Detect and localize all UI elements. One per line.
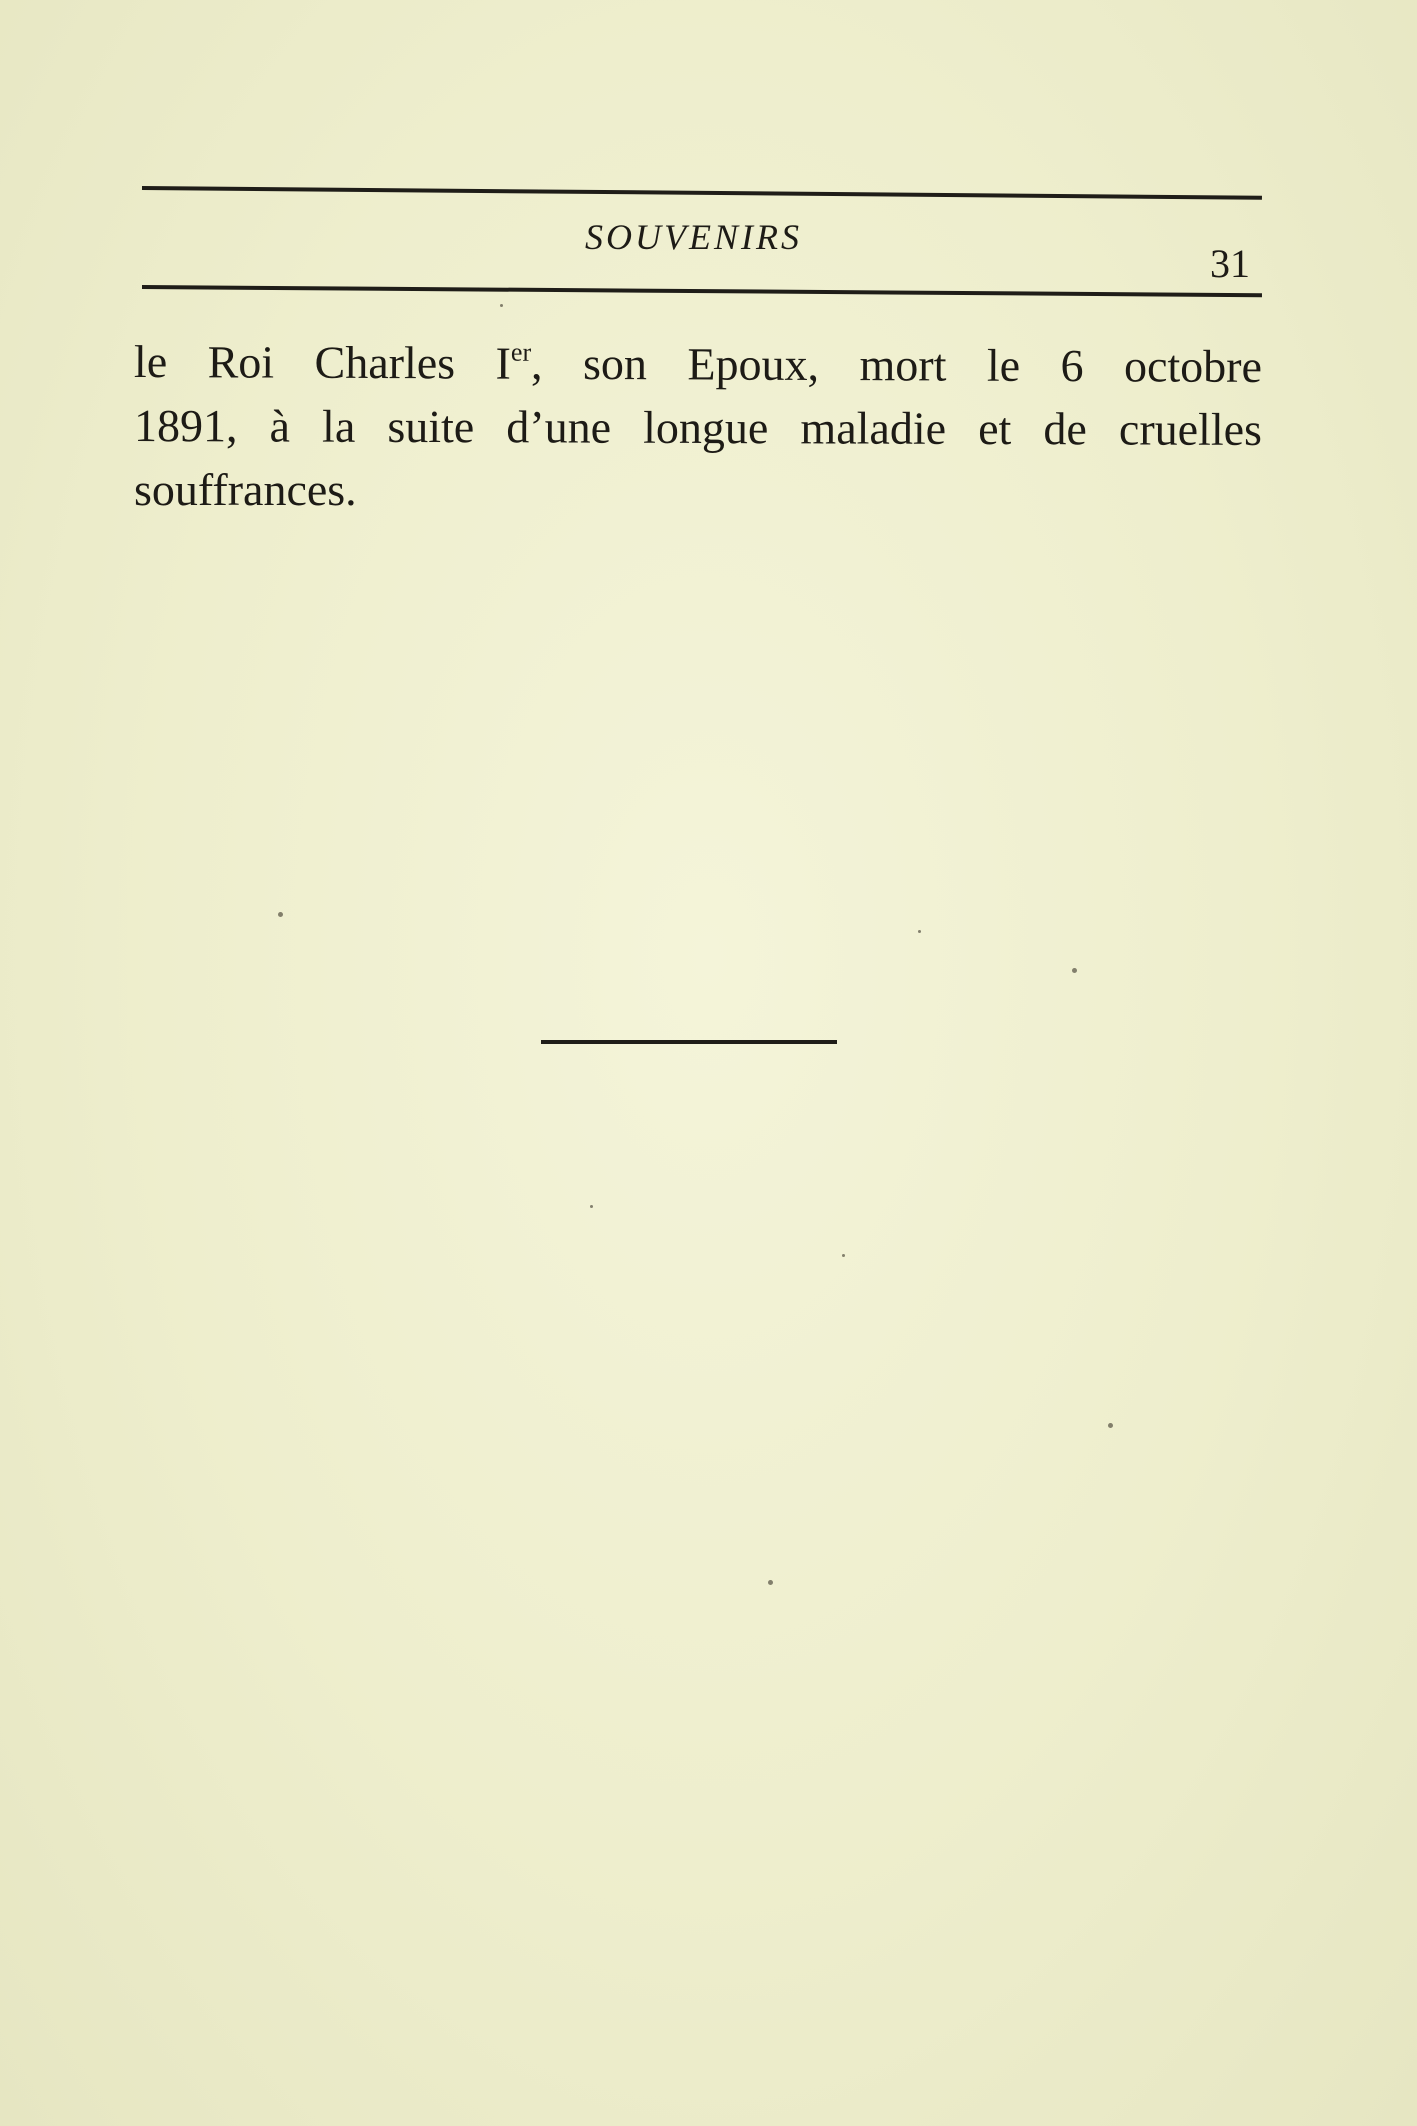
paper-speck [1108,1423,1113,1428]
ordinal-superscript: er [510,337,532,367]
paper-speck [500,304,503,307]
line-1-end: , son Epoux, mort le 6 octobre [531,337,1263,392]
paper-speck [768,1580,773,1585]
paper-speck [918,930,921,933]
paper-speck [278,912,283,917]
paper-speck [590,1205,593,1208]
section-end-rule [541,1040,837,1044]
header-bottom-rule [142,285,1262,297]
body-paragraph [134,330,1262,522]
running-title: SOUVENIRS [585,217,802,257]
paper-speck [842,1254,845,1257]
page-number: 31 [1210,241,1250,286]
line-1-start: le Roi Charles I [133,336,512,389]
text-line-2: 1891, à la suite d’une longue maladie et de cruelles [133,400,1263,455]
text-line-3: souffrances. [134,464,357,515]
paper-speck [1072,968,1077,973]
text-line-1 [134,330,1262,399]
header-top-rule [142,186,1262,200]
